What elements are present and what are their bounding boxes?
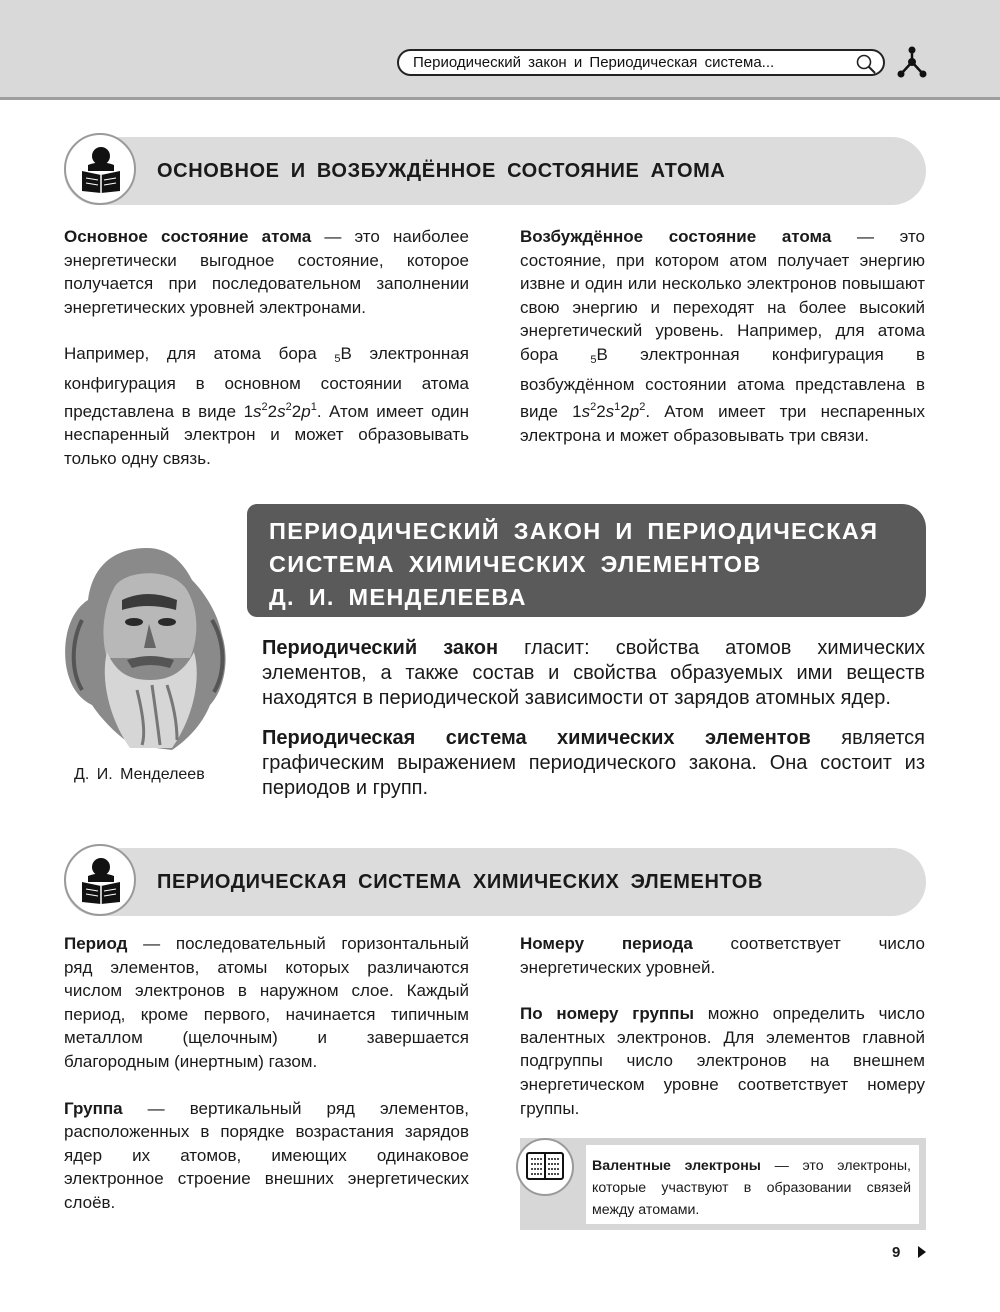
next-page-arrow-icon[interactable] bbox=[917, 1245, 927, 1264]
page-number: 9 bbox=[892, 1244, 901, 1261]
periodic-law-paragraph: Периодический закон гласит: свойства атомов химических элементов, а также состав и свойства образуемых ими веществ находятся в периодической зависимости от зарядов атомных ядер. bbox=[262, 637, 925, 709]
search-text: Периодический закон и Периодическая система... bbox=[413, 54, 775, 71]
period-number-paragraph: Номеру периода соответствует число энергетических уровней. bbox=[520, 934, 925, 977]
reader-icon bbox=[78, 856, 124, 904]
mendeleev-portrait bbox=[52, 540, 242, 765]
excited-state-paragraph: Возбуждённое состояние атома — это состояние, при котором атом получает энергию извне и один или несколько электронов повышают свою энергию и переходят на более высокий энергетический уровень. Например, для атома бора $_5$B электронная конфигурация в возбуждённом состоянии атома представлена в виде $1s^22s^12p^2$. Атом имеет три неспаренных электрона и может образовывать три связи. bbox=[520, 227, 926, 445]
molecule-icon bbox=[896, 46, 928, 85]
group-number-paragraph: По номеру группы можно определить число валентных электронов. Для элементов главной подгруппы число электронов на внешнем энергетическом уровне соответствует номеру группы. bbox=[520, 1004, 925, 1118]
ground-state-example: Например, для атома бора $_5$B электронная конфигурация в основном состоянии атома представлена в виде $1s^22s^22p^1$. Атом имеет один неспаренный электрон и может образовывать только одну связь. bbox=[64, 344, 469, 468]
period-paragraph: Период — последовательный горизонтальный ряд элементов, атомы которых различаются числом электронов в наружном слое. Каждый период, кроме первого, начинается типичным металлом (щелочным) и завершается благородным (инертным) газом. bbox=[64, 934, 469, 1071]
periodic-system-paragraph: Периодическая система химических элементов является графическим выражением периодического закона. Она состоит из периодов и групп. bbox=[262, 727, 925, 799]
book-icon bbox=[526, 1152, 564, 1182]
numbers-column bbox=[520, 932, 925, 1143]
section-banner-states bbox=[64, 137, 926, 205]
section-title: ПЕРИОДИЧЕСКАЯ СИСТЕМА ХИМИЧЕСКИХ ЭЛЕМЕНТОВ bbox=[157, 871, 764, 893]
periodic-law-title: ПЕРИОДИЧЕСКИЙ ЗАКОН И ПЕРИОДИЧЕСКАЯ СИСТЕМА ХИМИЧЕСКИХ ЭЛЕМЕНТОВ Д. И. МЕНДЕЛЕЕВА bbox=[269, 518, 879, 610]
periodic-law-text bbox=[262, 636, 925, 816]
section-banner-periodic-system bbox=[64, 848, 926, 916]
ground-state-paragraph: Основное состояние атома — это наиболее энергетически выгодное состояние, которое получается при последовательном заполнении энергетических уровней электронами. bbox=[64, 227, 469, 317]
valence-definition-box bbox=[520, 1138, 926, 1230]
period-group-column bbox=[64, 932, 469, 1238]
ground-state-column bbox=[64, 225, 469, 493]
reader-icon-circle bbox=[64, 844, 136, 916]
section-title: ОСНОВНОЕ И ВОЗБУЖДЁННОЕ СОСТОЯНИЕ АТОМА bbox=[157, 160, 726, 182]
periodic-law-banner bbox=[247, 504, 926, 617]
group-paragraph: Группа — вертикальный ряд элементов, расположенных в порядке возрастания зарядов ядер их атомов, имеющих одинаковое электронное строение внешних энергетических слоёв. bbox=[64, 1098, 469, 1212]
search-icon[interactable] bbox=[855, 53, 877, 82]
reader-icon-circle bbox=[64, 133, 136, 205]
search-box[interactable] bbox=[397, 49, 885, 76]
portrait-caption: Д. И. Менделеев bbox=[74, 766, 205, 783]
reader-icon bbox=[78, 145, 124, 193]
book-icon-circle bbox=[516, 1138, 574, 1196]
valence-definition: Валентные электроны — это электроны, которые участвуют в образовании связей между атомами. bbox=[586, 1145, 919, 1224]
excited-state-column bbox=[520, 225, 925, 470]
